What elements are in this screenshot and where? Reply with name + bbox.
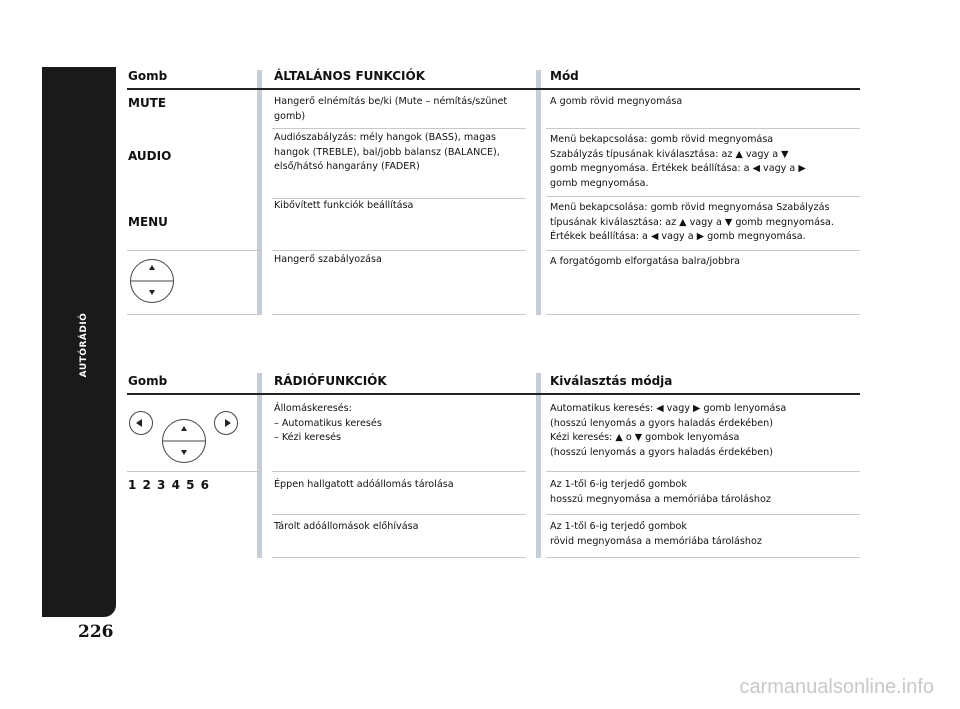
row-rule <box>546 557 860 558</box>
row-rule <box>546 514 860 515</box>
text-line: Szabályzás típusának kiválasztása: az ▲ vagy a ▼ <box>550 148 789 160</box>
text-line: típusának kiválasztása: az ▲ vagy a ▼ gomb megnyomása. <box>550 216 834 228</box>
column-bar <box>257 70 262 315</box>
row-rule <box>546 471 860 472</box>
text-line: rövid megnyomása a memóriába tároláshoz <box>550 535 762 547</box>
row-rule <box>272 514 526 515</box>
column-bar <box>536 373 541 558</box>
right-arrow-button-icon <box>213 410 239 436</box>
function-cell <box>274 131 500 175</box>
text-line: Kibővített funkciók beállítása <box>274 200 414 211</box>
header-rule <box>127 393 860 395</box>
text-line: Az 1-től 6-ig terjedő gombok <box>550 479 687 490</box>
text-line: – Kézi keresés <box>274 432 341 443</box>
button-mute: MUTE <box>128 96 167 110</box>
sidebar-label: AUTÓRÁDIÓ <box>79 312 89 378</box>
function-cell <box>274 95 507 124</box>
text-line: Menü bekapcsolása: gomb rövid megnyomása Szabályzás <box>550 202 830 213</box>
row-rule <box>546 128 860 129</box>
text-line: Éppen hallgatott adóállomás tárolása <box>274 479 454 490</box>
row-rule <box>546 250 860 251</box>
mode-cell <box>550 402 786 460</box>
text-line: – Automatikus keresés <box>274 417 382 429</box>
function-cell <box>274 253 382 268</box>
general-header-button: Gomb <box>128 69 168 83</box>
text-line: Kézi keresés: ▲ o ▼ gombok lenyomása <box>550 432 740 443</box>
function-cell <box>274 520 418 535</box>
radio-header-button: Gomb <box>128 374 168 388</box>
radio-header-function: RÁDIÓFUNKCIÓK <box>274 374 387 388</box>
row-rule <box>272 314 526 315</box>
text-line: Audiószabályzás: mély hangok (BASS), magas <box>274 132 497 143</box>
mode-cell <box>550 520 762 549</box>
column-bar <box>536 70 541 315</box>
text-line: gomb megnyomása. <box>550 177 649 189</box>
text-line: hangok (TREBLE), bal/jobb balansz (BALANCE), <box>274 146 500 158</box>
function-cell <box>274 402 382 446</box>
text-line: gomb) <box>274 110 306 122</box>
up-down-knob-icon <box>129 258 177 304</box>
row-rule <box>272 557 526 558</box>
row-rule <box>272 250 526 251</box>
header-rule <box>127 88 860 90</box>
text-line: A forgatógomb elforgatása balra/jobbra <box>550 256 741 267</box>
row-rule <box>272 128 526 129</box>
text-line: A gomb rövid megnyomása <box>550 96 683 107</box>
text-line: Hangerő szabályozása <box>274 254 382 265</box>
text-line: Automatikus keresés: ◀ vagy ▶ gomb lenyomása <box>550 403 787 414</box>
text-line: Értékek beállítása: a ◀ vagy a ▶ gomb megnyomása. <box>550 231 806 242</box>
text-line: Hangerő elnémítás be/ki (Mute – némítás/szünet <box>274 96 508 107</box>
preset-buttons-label: 1 2 3 4 5 6 <box>128 478 210 492</box>
text-line: Menü bekapcsolása: gomb rövid megnyomása <box>550 134 774 145</box>
row-rule <box>127 250 261 251</box>
text-line: első/hátsó hangarány (FADER) <box>274 161 420 172</box>
watermark: carmanualsonline.info <box>739 676 934 698</box>
text-line: (hosszú lenyomás a gyors haladás érdekében) <box>550 446 774 458</box>
mode-cell <box>550 201 834 245</box>
text-line: Az 1-től 6-ig terjedő gombok <box>550 521 687 532</box>
row-rule <box>127 314 261 315</box>
row-rule <box>546 314 860 315</box>
text-line: gomb megnyomása. Értékek beállítása: a ◀ vagy a ▶ <box>550 163 806 174</box>
mode-cell <box>550 255 740 270</box>
button-audio: AUDIO <box>128 149 172 163</box>
text-line: hosszú megnyomása a memóriába tároláshoz <box>550 493 771 505</box>
up-down-knob-icon <box>160 418 208 464</box>
function-cell <box>274 199 413 214</box>
row-rule <box>546 196 860 197</box>
mode-cell <box>550 95 682 110</box>
row-rule <box>272 471 526 472</box>
left-arrow-button-icon <box>128 410 154 436</box>
function-cell <box>274 478 454 493</box>
row-rule <box>127 471 261 472</box>
mode-cell <box>550 478 771 507</box>
text-line: Állomáskeresés: <box>274 403 352 414</box>
button-menu: MENU <box>128 215 168 229</box>
page-number: 226 <box>78 622 114 642</box>
column-bar <box>257 373 262 558</box>
general-header-function: ÁLTALÁNOS FUNKCIÓK <box>274 69 426 83</box>
radio-header-mode: Kiválasztás módja <box>550 374 673 388</box>
text-line: Tárolt adóállomások előhívása <box>274 521 419 532</box>
general-header-mode: Mód <box>550 69 579 83</box>
mode-cell <box>550 133 806 191</box>
text-line: (hosszú lenyomás a gyors haladás érdekében) <box>550 417 774 429</box>
